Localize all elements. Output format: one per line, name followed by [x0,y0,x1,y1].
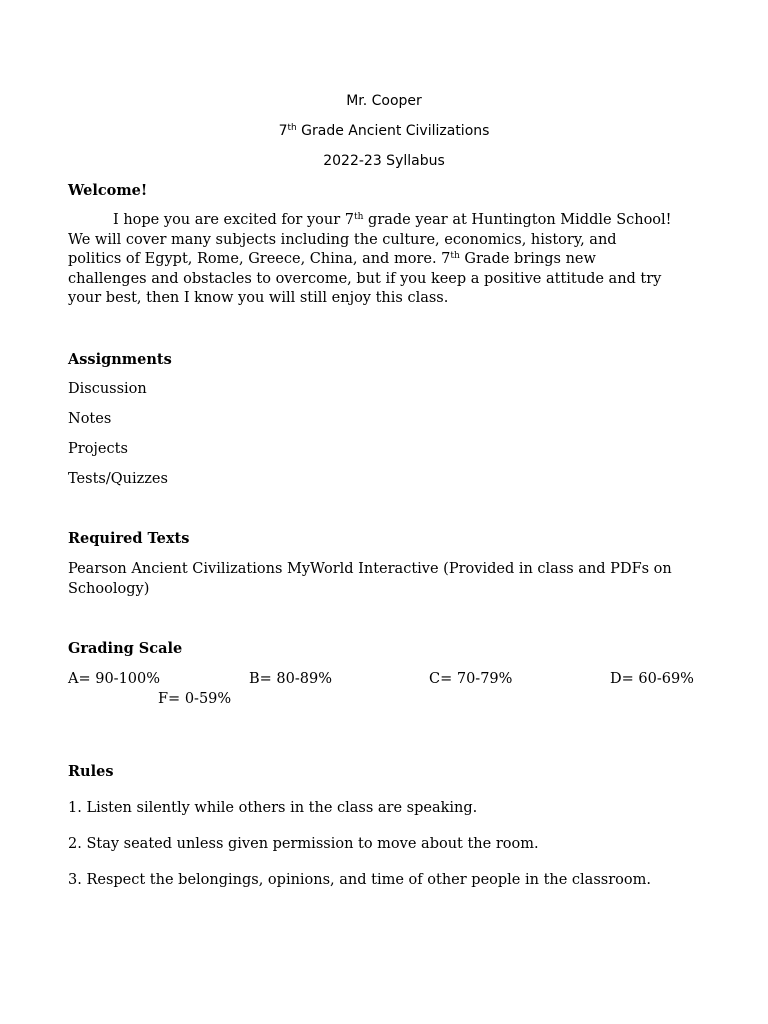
assignments-heading: Assignments [68,351,172,368]
grade-f: F= 0-59% [158,691,232,707]
teacher-name: Mr. Cooper [346,93,422,109]
required-texts-line-2: Schoology) [68,581,150,597]
assignment-item: Discussion [68,381,147,397]
assignment-item: Notes [68,411,112,427]
welcome-line-1 [68,211,708,231]
welcome-line-5: your best, then I know you will still enjoy this class. [68,290,449,307]
course-number: 7 [278,123,288,139]
rule-item: 3. Respect the belongings, opinions, and time of other people in the classroom. [68,872,651,888]
required-texts-line-1: Pearson Ancient Civilizations MyWorld Interactive (Provided in class and PDFs on [68,561,672,577]
ordinal-suffix: th [354,212,364,222]
course-ordinal-suffix: th [287,123,297,133]
welcome-text-1b: grade year at Huntington Middle School! [363,212,672,228]
grade-d: D= 60-69% [610,671,694,687]
welcome-line-2: We will cover many subjects including the culture, economics, history, and [68,231,617,248]
welcome-line-4: challenges and obstacles to overcome, but if you keep a positive attitude and try [68,270,662,287]
grade-b: B= 80-89% [249,671,332,687]
welcome-paragraph [68,211,708,309]
grade-c: C= 70-79% [429,671,513,687]
ordinal-suffix: th [450,251,460,262]
assignment-item: Projects [68,441,128,457]
assignment-item: Tests/Quizzes [68,471,168,487]
welcome-text-3b: Grade brings new [459,251,596,268]
grading-scale-heading: Grading Scale [68,640,183,657]
course-name: Grade Ancient Civilizations [296,123,490,139]
welcome-heading: Welcome! [68,182,148,199]
course-title [0,122,768,140]
required-texts-heading: Required Texts [68,530,190,547]
welcome-text-3a: politics of Egypt, Rome, Greece, China, and more. 7 [68,251,451,268]
grade-a: A= 90-100% [68,671,161,687]
rules-heading: Rules [68,763,114,780]
welcome-text-1a: I hope you are excited for your 7 [113,212,354,228]
welcome-line-3 [68,250,708,270]
rule-item: 1. Listen silently while others in the class are speaking. [68,800,478,816]
rule-item: 2. Stay seated unless given permission to move about the room. [68,836,539,852]
syllabus-year: 2022-23 Syllabus [323,153,445,169]
